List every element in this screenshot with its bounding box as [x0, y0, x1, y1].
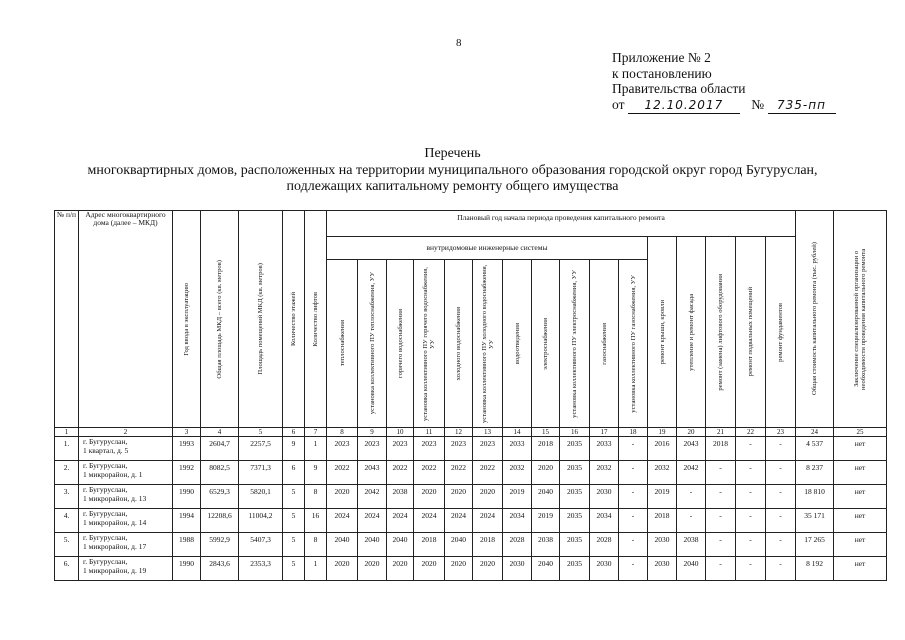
cell-facade: - [677, 509, 706, 533]
header-system [473, 260, 503, 428]
header-foundation [766, 237, 796, 428]
cell-system-year: 2040 [387, 533, 414, 557]
cell-basement: - [736, 557, 766, 581]
column-number: 18 [619, 428, 648, 437]
cell-facade: 2040 [677, 557, 706, 581]
cell-roof: 2019 [648, 485, 677, 509]
header-system-text: установка коллективного ПУ электроснабжения, УУ [571, 269, 578, 418]
address-street: 1 микрорайон, д. 17 [83, 541, 147, 551]
cell-num: 1. [55, 437, 79, 461]
cell-cost: 35 171 [796, 509, 834, 533]
column-number: 4 [201, 428, 239, 437]
cell-elevators: 1 [305, 437, 327, 461]
date-value: 12.10.2017 [628, 98, 740, 115]
header-system-text: установка коллективного ПУ горячего водоснабжения, УУ [422, 266, 436, 421]
header-elevators [305, 211, 327, 428]
cell-system-year: 2024 [473, 509, 503, 533]
cell-system-year: 2020 [358, 557, 387, 581]
header-elevator-repair [706, 237, 736, 428]
cell-premises-area: 2257,5 [239, 437, 283, 461]
cell-facade: - [677, 485, 706, 509]
address-city: г. Бугуруслан, [83, 461, 128, 470]
cell-num: 2. [55, 461, 79, 485]
column-number: 2 [79, 428, 173, 437]
header-conclusion [834, 211, 887, 428]
cell-system-year: 2040 [532, 557, 560, 581]
header-system-text: теплоснабжения [338, 320, 346, 367]
cell-premises-area: 2353,3 [239, 557, 283, 581]
cell-cost: 8 237 [796, 461, 834, 485]
cell-floors: 6 [283, 461, 305, 485]
header-roof [648, 237, 677, 428]
number-value: 735-пп [768, 98, 836, 115]
cell-year-built: 1990 [173, 557, 201, 581]
cell-elevator-repair: - [706, 509, 736, 533]
cell-system-year: 2022 [473, 461, 503, 485]
cell-basement: - [736, 509, 766, 533]
cell-system-year: 2024 [358, 509, 387, 533]
cell-system-year: 2023 [414, 437, 445, 461]
header-floors [283, 211, 305, 428]
table-row [55, 533, 887, 557]
cell-num: 4. [55, 509, 79, 533]
header-address: Адрес многоквартирного дома (далее – МКД) [79, 211, 173, 428]
cell-address [79, 557, 173, 581]
column-number: 13 [473, 428, 503, 437]
cell-system-year: - [619, 437, 648, 461]
header-total-area [201, 211, 239, 428]
appendix-line-2: к постановлению [612, 65, 712, 81]
cell-system-year: 2024 [414, 509, 445, 533]
appendix-line-3: Правительства области [612, 81, 746, 96]
cell-elevators: 9 [305, 461, 327, 485]
cell-system-year: 2022 [327, 461, 358, 485]
cell-num: 5. [55, 533, 79, 557]
cell-system-year: 2023 [473, 437, 503, 461]
cell-foundation: - [766, 557, 796, 581]
column-number: 3 [173, 428, 201, 437]
cell-system-year: 2020 [387, 557, 414, 581]
header-system-text: горячего водоснабжения [396, 309, 404, 378]
address-street: 1 микрорайон, д. 19 [83, 565, 147, 575]
header-elevator-repair-text: ремонт (замена) лифтового оборудования [717, 273, 724, 391]
cell-system-year: 2022 [445, 461, 473, 485]
header-cost-text: Общая стоимость капитального ремонта (тыс. рублей) [811, 242, 818, 396]
cell-system-year: 2035 [560, 485, 590, 509]
cell-elevator-repair: - [706, 461, 736, 485]
cell-system-year: 2040 [445, 533, 473, 557]
cell-system-year: 2019 [503, 485, 532, 509]
cell-foundation: - [766, 485, 796, 509]
cell-elevators: 8 [305, 533, 327, 557]
cell-foundation: - [766, 509, 796, 533]
cell-roof: 2016 [648, 437, 677, 461]
table-row [55, 461, 887, 485]
column-number: 19 [648, 428, 677, 437]
cell-basement: - [736, 485, 766, 509]
address-city: г. Бугуруслан, [83, 509, 128, 518]
address-street: 1 микрорайон, д. 14 [83, 517, 147, 527]
cell-system-year: 2018 [414, 533, 445, 557]
cell-elevator-repair: - [706, 557, 736, 581]
cell-elevator-repair: - [706, 485, 736, 509]
cell-conclusion: нет [834, 509, 887, 533]
cell-facade: 2042 [677, 461, 706, 485]
header-system [445, 260, 473, 428]
cell-system-year: 2035 [560, 437, 590, 461]
column-number: 5 [239, 428, 283, 437]
header-system-text: газоснабжения [600, 322, 608, 365]
cell-system-year: 2035 [560, 461, 590, 485]
cell-system-year: - [619, 509, 648, 533]
cell-address [79, 509, 173, 533]
column-number: 16 [560, 428, 590, 437]
table-row [55, 509, 887, 533]
header-system [532, 260, 560, 428]
header-system [503, 260, 532, 428]
header-year-built [173, 211, 201, 428]
header-system-text: холодного водоснабжения [455, 306, 462, 381]
cell-total-area: 5992,9 [201, 533, 239, 557]
header-system-text: электроснабжения [542, 317, 549, 370]
address-street: 1 микрорайон, д. 1 [83, 469, 143, 479]
document-title [0, 146, 905, 196]
cell-premises-area: 11004,2 [239, 509, 283, 533]
cell-year-built: 1993 [173, 437, 201, 461]
cell-foundation: - [766, 461, 796, 485]
cell-cost: 17 265 [796, 533, 834, 557]
column-number: 12 [445, 428, 473, 437]
cell-total-area: 8082,5 [201, 461, 239, 485]
header-foundation-text: ремонт фундаментов [777, 302, 784, 362]
cell-system-year: 2024 [327, 509, 358, 533]
header-premises-area [239, 211, 283, 428]
cell-address [79, 533, 173, 557]
cell-year-built: 1990 [173, 485, 201, 509]
header-facade [677, 237, 706, 428]
cell-total-area: 6529,3 [201, 485, 239, 509]
cell-system-year: 2020 [532, 461, 560, 485]
cell-elevator-repair: - [706, 533, 736, 557]
cell-system-year: 2034 [590, 509, 619, 533]
buildings-table [54, 210, 887, 581]
header-system [590, 260, 619, 428]
header-system-text: установка коллективного ПУ холодного водоснабжения, УУ [480, 264, 495, 423]
column-number: 9 [358, 428, 387, 437]
column-number: 7 [305, 428, 327, 437]
cell-system-year: 2042 [358, 485, 387, 509]
cell-year-built: 1994 [173, 509, 201, 533]
cell-system-year: 2024 [445, 509, 473, 533]
cell-system-year: 2023 [358, 437, 387, 461]
cell-premises-area: 5820,1 [239, 485, 283, 509]
cell-system-year: 2035 [560, 557, 590, 581]
cell-system-year: 2020 [473, 557, 503, 581]
cell-system-year: 2020 [414, 485, 445, 509]
table-row [55, 485, 887, 509]
table-row [55, 437, 887, 461]
cell-system-year: 2023 [327, 437, 358, 461]
header-premises-area-text: Площадь помещений МКД (кв. метров) [257, 263, 264, 375]
cell-system-year: 2038 [532, 533, 560, 557]
column-number: 6 [283, 428, 305, 437]
cell-roof: 2030 [648, 533, 677, 557]
address-city: г. Бугуруслан, [83, 437, 128, 446]
cell-elevators: 16 [305, 509, 327, 533]
cell-num: 6. [55, 557, 79, 581]
cell-system-year: 2018 [532, 437, 560, 461]
cell-system-year: 2033 [503, 437, 532, 461]
cell-cost: 4 537 [796, 437, 834, 461]
cell-year-built: 1988 [173, 533, 201, 557]
cell-premises-area: 5407,3 [239, 533, 283, 557]
cell-system-year: 2030 [503, 557, 532, 581]
cell-conclusion: нет [834, 557, 887, 581]
cell-address [79, 437, 173, 461]
title-line-1: Перечень [424, 146, 481, 161]
cell-system-year: 2030 [590, 557, 619, 581]
header-engineering: внутридомовые инженерные системы [327, 237, 648, 260]
table-row [55, 557, 887, 581]
cell-system-year: 2020 [445, 485, 473, 509]
header-cost [796, 211, 834, 428]
cell-num: 3. [55, 485, 79, 509]
cell-conclusion: нет [834, 533, 887, 557]
header-system-text: установка коллективного ПУ газоснабжения, УУ [629, 274, 637, 413]
cell-system-year: 2023 [387, 437, 414, 461]
cell-system-year: 2020 [414, 557, 445, 581]
cell-system-year: - [619, 485, 648, 509]
cell-system-year: 2022 [387, 461, 414, 485]
header-basement-text: ремонт подвальных помещений [747, 287, 754, 377]
cell-roof: 2032 [648, 461, 677, 485]
header-basement [736, 237, 766, 428]
header-year-built-text: Год ввода в эксплуатацию [183, 282, 190, 356]
header-floors-text: Количество этажей [290, 292, 297, 346]
cell-cost: 8 192 [796, 557, 834, 581]
cell-elevators: 1 [305, 557, 327, 581]
cell-roof: 2030 [648, 557, 677, 581]
date-prefix: от [612, 96, 625, 112]
header-planned-year: Плановый год начала периода проведения капитального ремонта [327, 211, 796, 237]
header-total-area-text: Общая площадь МКД – всего (кв. метров) [216, 259, 223, 379]
cell-system-year: 2035 [560, 533, 590, 557]
cell-system-year: 2028 [590, 533, 619, 557]
column-number: 24 [796, 428, 834, 437]
cell-system-year: - [619, 461, 648, 485]
cell-conclusion: нет [834, 437, 887, 461]
cell-elevator-repair: 2018 [706, 437, 736, 461]
cell-system-year: 2024 [387, 509, 414, 533]
cell-conclusion: нет [834, 461, 887, 485]
header-system-text: установка коллективного ПУ теплоснабжения, УУ [368, 272, 376, 415]
appendix-date-line [612, 97, 836, 115]
address-street: 1 микрорайон, д. 13 [83, 493, 147, 503]
page-number: 8 [456, 37, 462, 49]
header-system [414, 260, 445, 428]
column-number: 21 [706, 428, 736, 437]
column-number: 14 [503, 428, 532, 437]
column-number: 17 [590, 428, 619, 437]
column-number: 10 [387, 428, 414, 437]
header-facade-text: утепление и ремонт фасада [687, 293, 695, 371]
column-number: 25 [834, 428, 887, 437]
header-conclusion-text: Заключение специализированной организации о необходимости проведения капитального ремонта [853, 248, 867, 390]
column-number: 8 [327, 428, 358, 437]
cell-system-year: 2032 [590, 461, 619, 485]
cell-system-year: 2040 [532, 485, 560, 509]
cell-basement: - [736, 437, 766, 461]
cell-system-year: - [619, 557, 648, 581]
cell-elevators: 8 [305, 485, 327, 509]
cell-system-year: 2020 [445, 557, 473, 581]
header-system [358, 260, 387, 428]
cell-basement: - [736, 533, 766, 557]
cell-system-year: 2043 [358, 461, 387, 485]
cell-total-area: 2843,6 [201, 557, 239, 581]
cell-roof: 2018 [648, 509, 677, 533]
header-system [327, 260, 358, 428]
column-number: 23 [766, 428, 796, 437]
cell-foundation: - [766, 437, 796, 461]
column-number: 11 [414, 428, 445, 437]
column-number: 22 [736, 428, 766, 437]
cell-floors: 5 [283, 509, 305, 533]
cell-system-year: 2033 [590, 437, 619, 461]
title-line-2: многоквартирных домов, расположенных на территории муниципального образования городской округ город Бугуруслан, [87, 162, 818, 178]
header-system [560, 260, 590, 428]
cell-year-built: 1992 [173, 461, 201, 485]
cell-system-year: 2034 [503, 509, 532, 533]
cell-system-year: 2032 [503, 461, 532, 485]
appendix-line-1: Приложение № 2 [612, 50, 711, 65]
appendix-block [612, 50, 836, 114]
cell-system-year: - [619, 533, 648, 557]
cell-system-year: 2030 [590, 485, 619, 509]
cell-address [79, 485, 173, 509]
cell-foundation: - [766, 533, 796, 557]
cell-system-year: 2020 [327, 557, 358, 581]
address-city: г. Бугуруслан, [83, 485, 128, 494]
cell-floors: 9 [283, 437, 305, 461]
cell-basement: - [736, 461, 766, 485]
cell-system-year: 2038 [387, 485, 414, 509]
cell-system-year: 2040 [327, 533, 358, 557]
cell-conclusion: нет [834, 485, 887, 509]
address-street: 1 квартал, д. 5 [83, 445, 129, 455]
column-number: 15 [532, 428, 560, 437]
header-roof-text: ремонт крыши, кровли [658, 299, 666, 365]
cell-facade: 2043 [677, 437, 706, 461]
cell-system-year: 2023 [445, 437, 473, 461]
cell-address [79, 461, 173, 485]
header-system [387, 260, 414, 428]
cell-total-area: 12208,6 [201, 509, 239, 533]
column-number: 20 [677, 428, 706, 437]
cell-floors: 5 [283, 533, 305, 557]
header-num: № п/п [55, 211, 79, 428]
cell-system-year: 2040 [358, 533, 387, 557]
header-system [619, 260, 648, 428]
title-line-3: подлежащих капитальному ремонту общего имущества [286, 179, 619, 194]
number-prefix: № [751, 96, 765, 112]
header-system-text: водоотведения [513, 322, 521, 365]
cell-system-year: 2020 [327, 485, 358, 509]
cell-system-year: 2019 [532, 509, 560, 533]
cell-floors: 5 [283, 485, 305, 509]
cell-cost: 18 810 [796, 485, 834, 509]
cell-premises-area: 7371,3 [239, 461, 283, 485]
cell-floors: 5 [283, 557, 305, 581]
cell-total-area: 2604,7 [201, 437, 239, 461]
cell-facade: 2038 [677, 533, 706, 557]
cell-system-year: 2035 [560, 509, 590, 533]
cell-system-year: 2022 [414, 461, 445, 485]
header-elevators-text: Количество лифтов [312, 291, 319, 347]
column-number: 1 [55, 428, 79, 437]
cell-system-year: 2028 [503, 533, 532, 557]
address-city: г. Бугуруслан, [83, 533, 128, 542]
cell-system-year: 2018 [473, 533, 503, 557]
address-city: г. Бугуруслан, [83, 557, 128, 566]
cell-system-year: 2020 [473, 485, 503, 509]
column-number-row [55, 428, 887, 437]
